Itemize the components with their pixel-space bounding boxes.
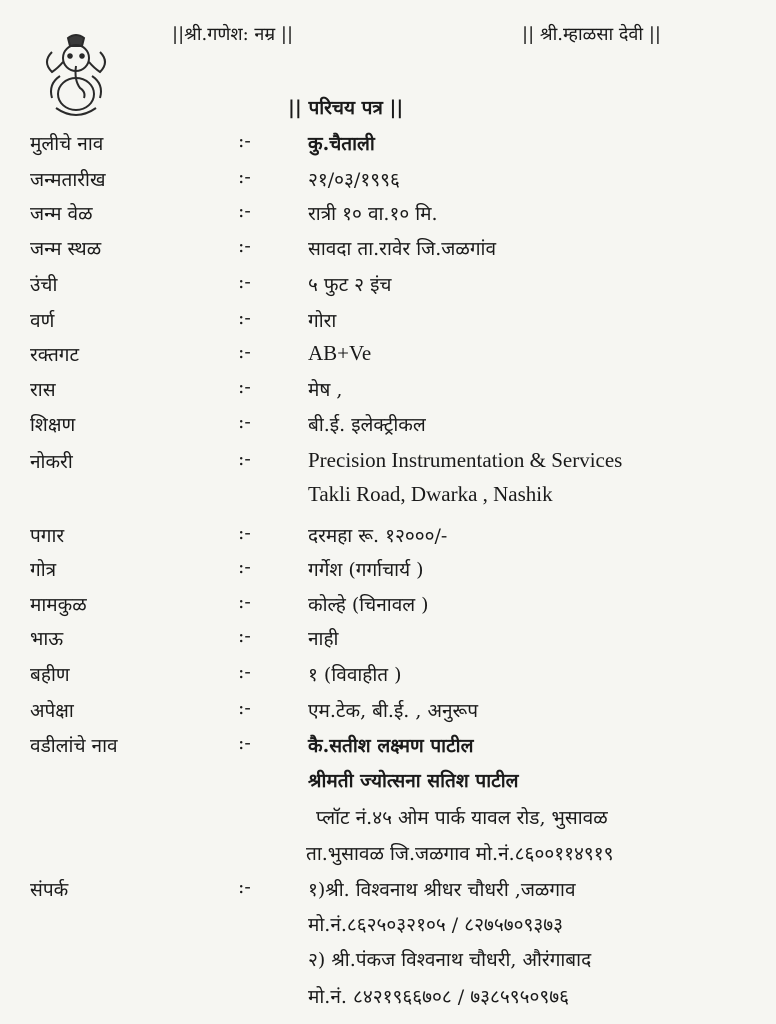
field-value: १ (विवाहीत )	[308, 664, 402, 686]
field-separator: :-	[238, 376, 251, 398]
field-value: बी.ई. इलेक्ट्रीकल	[308, 414, 426, 436]
field-label: संपर्क	[30, 879, 69, 901]
field-separator: :-	[238, 130, 251, 152]
field-value: ५ फुट २ इंच	[308, 274, 392, 296]
field-row-blood-group	[0, 341, 776, 371]
field-separator: :-	[238, 661, 251, 683]
field-row-birth-place	[0, 235, 776, 265]
field-row-name	[0, 130, 776, 160]
field-separator: :-	[238, 307, 251, 329]
field-label: नोकरी	[30, 451, 73, 473]
field-label: वर्ण	[30, 310, 55, 332]
field-separator: :-	[238, 697, 251, 719]
contact-2-name: २) श्री.पंकज विश्वनाथ चौधरी, औरंगाबाद	[308, 949, 592, 971]
field-value: दरमहा रू. १२०००/-	[308, 525, 448, 547]
job-address: Takli Road, Dwarka , Nashik	[308, 482, 553, 506]
field-row-rashi	[0, 376, 776, 406]
field-label: जन्म वेळ	[30, 203, 93, 225]
field-separator: :-	[238, 556, 251, 578]
field-label: मामकुळ	[30, 594, 87, 616]
field-value: कै.सतीश लक्ष्मण पाटील	[308, 735, 474, 757]
field-separator: :-	[238, 522, 251, 544]
field-label: अपेक्षा	[30, 700, 74, 722]
contact-2-phones: मो.नं. ८४२१९६६७०८ / ७३८५९५०९७६	[308, 986, 570, 1008]
field-row-sister	[0, 661, 776, 691]
field-value: AB+Ve	[308, 341, 372, 365]
field-row-education	[0, 411, 776, 441]
field-row-brother	[0, 625, 776, 655]
field-label: भाऊ	[30, 628, 64, 650]
field-row-mamkul	[0, 591, 776, 621]
field-row-gotra	[0, 556, 776, 586]
contact-1-phones: मो.नं.८६२५०३२१०५ / ८२७५७०९३७३	[308, 914, 563, 936]
header-right-invocation: || श्री.म्हाळसा देवी ||	[522, 24, 661, 45]
parents-address: प्लॉट नं.४५ ओम पार्क यावल रोड, भुसावळ	[316, 807, 608, 829]
page-title: || परिचय पत्र ||	[288, 97, 404, 119]
field-separator: :-	[238, 625, 251, 647]
field-value: १)श्री. विश्वनाथ श्रीधर चौधरी ,जळगाव	[308, 879, 576, 901]
field-label: रास	[30, 379, 56, 401]
field-value: नाही	[308, 628, 339, 650]
field-row-contact	[0, 876, 776, 906]
field-separator: :-	[238, 271, 251, 293]
field-separator: :-	[238, 591, 251, 613]
field-label: मुलीचे नाव	[30, 133, 104, 155]
field-value: मेष ,	[308, 379, 343, 401]
field-value: सावदा ता.रावेर जि.जळगांव	[308, 238, 497, 260]
field-value: गोरा	[308, 310, 337, 332]
field-separator: :-	[238, 341, 251, 363]
field-row-complexion	[0, 307, 776, 337]
field-label: जन्मतारीख	[30, 169, 106, 191]
field-label: उंची	[30, 274, 58, 296]
ganesha-icon	[38, 32, 114, 124]
field-label: रक्तगट	[30, 344, 80, 366]
field-row-birthdate	[0, 166, 776, 196]
field-label: बहीण	[30, 664, 70, 686]
field-row-father	[0, 732, 776, 762]
field-separator: :-	[238, 200, 251, 222]
field-separator: :-	[238, 732, 251, 754]
field-label: वडीलांचे नाव	[30, 735, 118, 757]
field-label: जन्म स्थळ	[30, 238, 102, 260]
field-separator: :-	[238, 448, 251, 470]
field-label: शिक्षण	[30, 414, 76, 436]
field-label: गोत्र	[30, 559, 57, 581]
field-value: कोल्हे (चिनावल )	[308, 594, 429, 616]
header-left-invocation: ||श्री.गणेश: नम्र ||	[172, 24, 294, 45]
mother-name: श्रीमती ज्योत्सना सतिश पाटील	[308, 770, 519, 792]
field-value: रात्री १० वा.१० मि.	[308, 203, 438, 225]
field-separator: :-	[238, 411, 251, 433]
field-separator: :-	[238, 166, 251, 188]
field-value: २१/०३/१९९६	[308, 169, 400, 191]
field-row-salary	[0, 522, 776, 552]
field-separator: :-	[238, 876, 251, 898]
parents-contact: ता.भुसावळ जि.जळगाव मो.नं.८६००११४९१९	[306, 843, 614, 865]
field-label: पगार	[30, 525, 65, 547]
field-row-birth-time	[0, 200, 776, 230]
field-value: कु.चैताली	[308, 133, 375, 155]
field-row-job	[0, 448, 776, 478]
field-value: Precision Instrumentation & Services	[308, 448, 623, 472]
field-value: एम.टेक, बी.ई. , अनुरूप	[308, 700, 479, 722]
field-value: गर्गेश (गर्गाचार्य )	[308, 559, 424, 581]
field-separator: :-	[238, 235, 251, 257]
field-row-expectation	[0, 697, 776, 727]
field-row-height	[0, 271, 776, 301]
